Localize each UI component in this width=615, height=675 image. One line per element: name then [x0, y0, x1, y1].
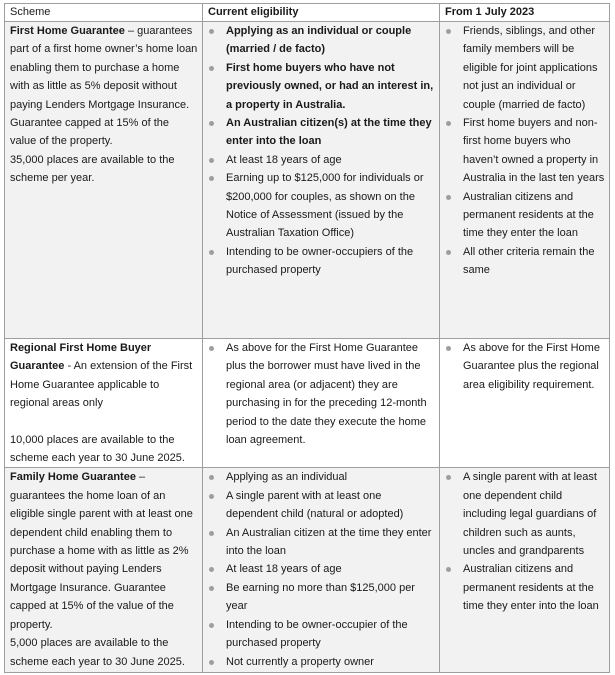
scheme-desc-text: – guarantees the home loan of an eligible single parent with at least one dependent child enabling them to purchase a home with as little as 2% deposit without paying Lenders Mortgage Insurance. Guarantee capped at 15% of the value of the property. — [10, 471, 193, 631]
scheme-description — [10, 339, 198, 413]
scheme-title: Family Home Guarantee — [10, 471, 136, 484]
bullet-icon — [209, 623, 214, 628]
scheme-desc-text: – guarantees part of a first home owner’s home loan enabling them to purchase a home with as little as 5% deposit without paying Lenders Mortgage Insurance. Guarantee capped at 15% of the value of the property. — [10, 25, 198, 148]
scheme-title: First Home Guarantee — [10, 25, 125, 37]
eligibility-table — [4, 3, 610, 673]
bullet-icon — [446, 250, 451, 255]
list-item: Applying as an individual or couple (married / de facto) — [208, 22, 435, 59]
bullet-list — [208, 339, 435, 449]
current-eligibility-cell — [203, 22, 440, 339]
list-item: At least 18 years of age — [208, 151, 435, 169]
from-1-july-cell — [440, 468, 610, 673]
table-row — [5, 22, 610, 339]
scheme-places-note: 10,000 places are available to the scheme each year to 30 June 2025. — [10, 433, 185, 465]
bullet-icon — [209, 346, 214, 351]
header-from-1-july-2023: From 1 July 2023 — [440, 4, 610, 22]
list-item: As above for the First Home Guarantee plus the regional area eligibility requirement. — [445, 339, 605, 394]
list-item: Australian citizens and permanent residents at the time they enter the loan — [445, 188, 605, 243]
bullet-list — [208, 22, 435, 280]
scheme-cell — [5, 339, 203, 468]
from-1-july-cell — [440, 22, 610, 339]
bullet-list — [445, 468, 605, 615]
scheme-description — [10, 22, 198, 151]
bullet-icon — [209, 586, 214, 591]
bullet-icon — [209, 29, 214, 34]
bullet-icon — [209, 66, 214, 71]
current-eligibility-cell — [203, 468, 440, 673]
scheme-places-note: 5,000 places are available to the scheme each year to 30 June 2025. — [10, 637, 185, 668]
table-header-row — [5, 4, 610, 22]
scheme-title: Regional First Home Buyer Guarantee — [10, 342, 152, 373]
list-item: First home buyers and non-first home buyers who haven’t owned a property in Australia in the last ten years — [445, 114, 605, 188]
bullet-list — [445, 339, 605, 394]
list-item: An Australian citizen(s) at the time they enter into the loan — [208, 114, 435, 151]
scheme-cell — [5, 468, 203, 673]
bullet-icon — [209, 121, 214, 126]
list-item: Not currently a property owner — [208, 653, 435, 671]
bullet-icon — [446, 121, 451, 126]
scheme-desc-text: - An extension of the First Home Guarantee applicable to regional areas only — [10, 360, 193, 410]
list-item: First home buyers who have not previously owned, or had an interest in, a property in Australia. — [208, 59, 435, 114]
scheme-places-note: 35,000 places are available to the scheme per year. — [10, 153, 175, 185]
list-item: An Australian citizen at the time they enter into the loan — [208, 524, 435, 561]
bullet-icon — [446, 195, 451, 200]
list-item: A single parent with at least one dependent child including legal guardians of children such as aunts, uncles and grandparents — [445, 468, 605, 560]
list-item: Intending to be owner-occupier of the purchased property — [208, 616, 435, 653]
list-item: Applying as an individual — [208, 468, 435, 486]
bullet-icon — [209, 176, 214, 181]
bullet-icon — [446, 346, 451, 351]
bullet-list — [208, 468, 435, 670]
bullet-icon — [446, 475, 451, 480]
list-item: As above for the First Home Guarantee plus the borrower must have lived in the regional area (or adjacent) they are purchasing in for the preceding 12-month period to the date they execute the home loan agreement. — [208, 339, 435, 449]
bullet-list — [445, 22, 605, 280]
bullet-icon — [209, 250, 214, 255]
bullet-icon — [209, 475, 214, 480]
list-item: Be earning no more than $125,000 per year — [208, 579, 435, 616]
scheme-cell — [5, 22, 203, 339]
scheme-description — [10, 468, 198, 634]
bullet-icon — [209, 531, 214, 536]
bullet-icon — [446, 567, 451, 572]
table-row — [5, 339, 610, 468]
list-item: Earning up to $125,000 for individuals or $200,000 for couples, as shown on the Notice of Assessment (issued by the Australian Taxation Office) — [208, 169, 435, 243]
bullet-icon — [209, 158, 214, 163]
table-row — [5, 468, 610, 673]
bullet-icon — [209, 494, 214, 499]
list-item: Friends, siblings, and other family members will be eligible for joint applications not just an individual or couple (married de facto) — [445, 22, 605, 114]
bullet-icon — [209, 660, 214, 665]
from-1-july-cell — [440, 339, 610, 468]
list-item: Australian citizens and permanent residents at the time they enter into the loan — [445, 560, 605, 615]
header-scheme: Scheme — [5, 4, 203, 22]
header-current-eligibility: Current eligibility — [203, 4, 440, 22]
current-eligibility-cell — [203, 339, 440, 468]
bullet-icon — [446, 29, 451, 34]
list-item: All other criteria remain the same — [445, 243, 605, 280]
list-item: At least 18 years of age — [208, 560, 435, 578]
bullet-icon — [209, 567, 214, 572]
spacer — [10, 413, 198, 431]
list-item: Intending to be owner-occupiers of the purchased property — [208, 243, 435, 280]
list-item: A single parent with at least one dependent child (natural or adopted) — [208, 487, 435, 524]
